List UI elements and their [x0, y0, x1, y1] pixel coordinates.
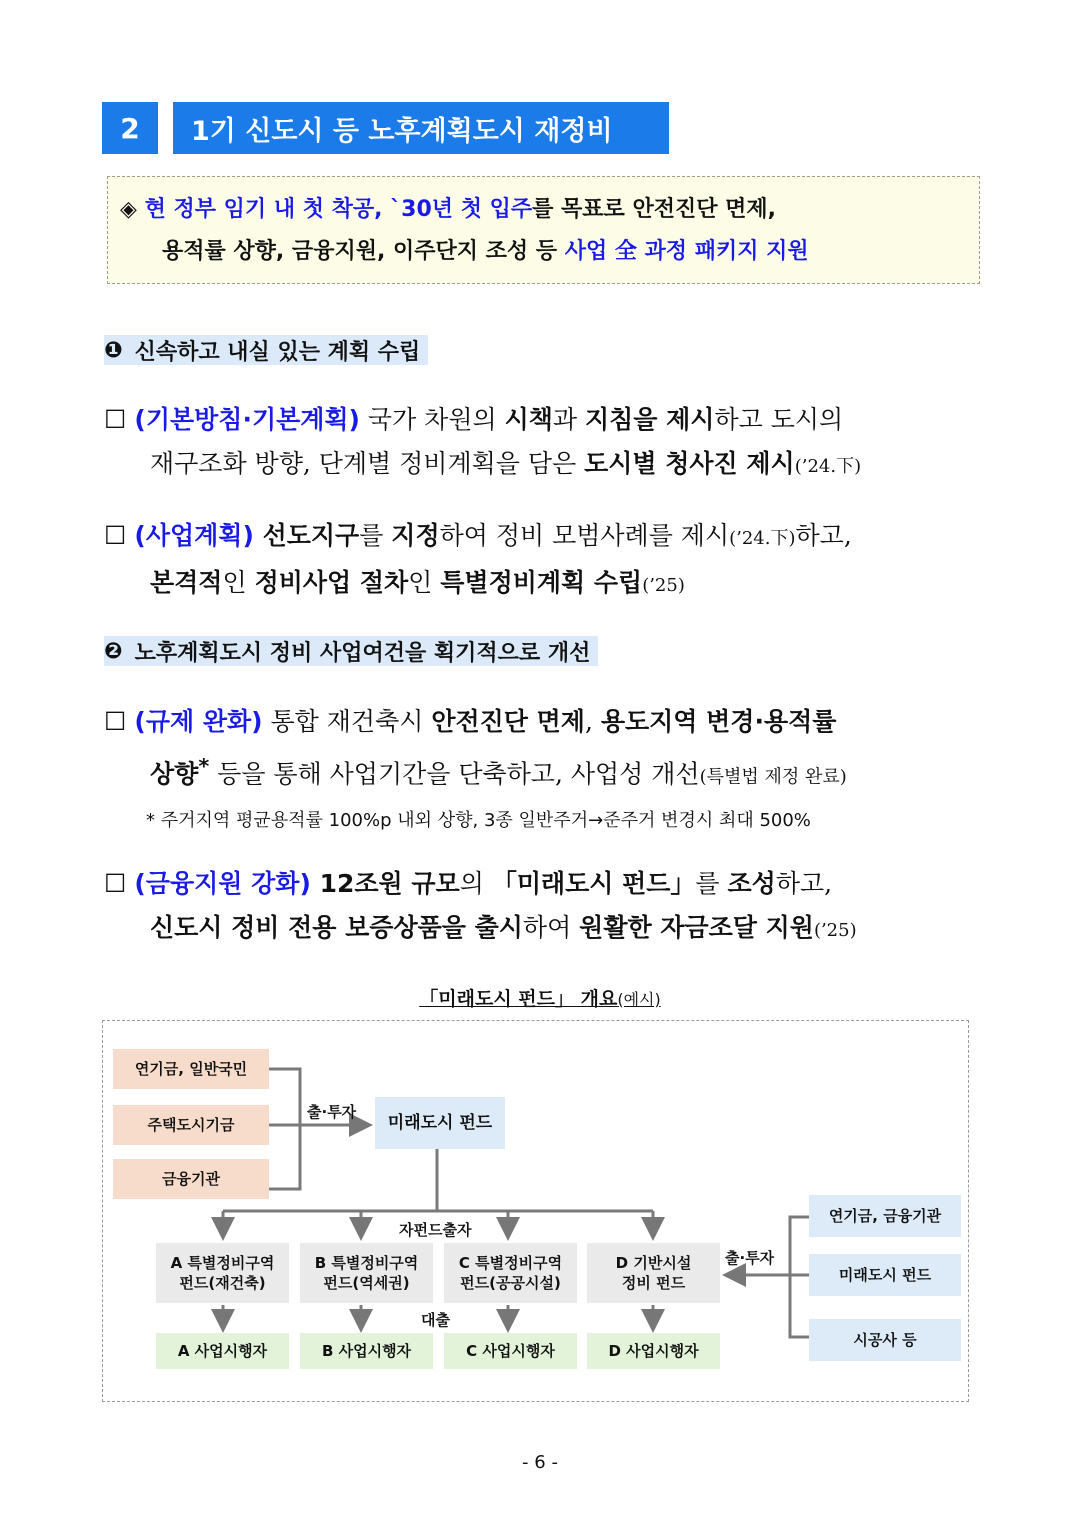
bullet-basic-plan [104, 398, 980, 489]
subfund-box [587, 1243, 720, 1303]
bullet-label: (금융지원 강화) [134, 869, 311, 898]
text: 국가 차원의 [359, 405, 505, 434]
bullet-deregulation [104, 700, 980, 799]
emphasis: 용도지역 변경·용적률 [600, 707, 837, 736]
subfund-box [300, 1243, 433, 1303]
subheading-2 [104, 636, 598, 666]
text: 를 [359, 521, 392, 550]
operator-box: A 사업시행자 [156, 1333, 289, 1369]
summary-line-1 [120, 189, 979, 231]
text: 인 [222, 568, 255, 597]
text: 의 [459, 869, 492, 898]
text: 통합 재건축시 [262, 707, 432, 736]
date-note: (’24.下) [729, 528, 796, 549]
emphasis: 본격적 [150, 568, 223, 597]
right-source-box: 시공사 등 [809, 1319, 961, 1361]
subfund-line: 정비 펀드 [621, 1274, 686, 1292]
section-title: 1기 신도시 등 노후계획도시 재정비 [173, 102, 669, 154]
emphasis: 「미래도시 펀드」 [491, 869, 696, 898]
subfund-line: C 특별정비구역 [458, 1254, 563, 1272]
section-number: 2 [102, 102, 158, 154]
source-box: 연기금, 일반국민 [113, 1049, 269, 1089]
subfund-box [444, 1243, 577, 1303]
bullet-financial-support [104, 862, 980, 953]
text: 하고, [775, 869, 833, 898]
emphasis: 원활한 자금조달 지원 [579, 913, 814, 942]
date-note: (’25) [813, 920, 857, 941]
checkbox-icon: ☐ [104, 405, 127, 434]
summary-highlight-1: 현 정부 임기 내 첫 착공, `30년 첫 입주 [144, 197, 533, 222]
bullet-label: (기본방침·기본계획) [134, 405, 360, 434]
subfund-line: B 특별정비구역 [314, 1254, 419, 1272]
summary-line-2 [120, 231, 979, 273]
emphasis: 상향 [150, 759, 199, 789]
subfund-line: D 기반시설 [615, 1254, 692, 1272]
bullet-project-plan [104, 514, 980, 608]
right-invest-label: 출·투자 [725, 1249, 775, 1267]
page-number: - 6 - [522, 1452, 558, 1473]
date-note: (’25) [642, 575, 685, 596]
diagram-title [0, 984, 1080, 1011]
checkbox-icon: ☐ [104, 707, 127, 736]
date-note: (특별법 제정 완료) [699, 766, 847, 788]
number-one-icon: ❶ [104, 337, 123, 363]
emphasis: 지정 [391, 521, 440, 550]
operator-box: C 사업시행자 [444, 1333, 577, 1369]
invest-label: 출·투자 [307, 1103, 357, 1121]
subfund-label: 자펀드출자 [399, 1221, 472, 1239]
loan-label: 대출 [421, 1311, 450, 1329]
emphasis: 선도지구 [253, 521, 360, 550]
emphasis: 12조원 규모 [310, 869, 460, 898]
emphasis: 조성 [727, 869, 776, 898]
subfund-line: A 특별정비구역 [170, 1254, 275, 1272]
summary-highlight-2: 사업 全 과정 패키지 지원 [564, 239, 809, 264]
operator-box: D 사업시행자 [587, 1333, 720, 1369]
right-source-box: 연기금, 금융기관 [809, 1195, 961, 1237]
summary-text-2: 용적률 상향, 금융지원, 이주단지 조성 등 [162, 239, 565, 264]
text: 인 [408, 568, 441, 597]
future-city-fund-box: 미래도시 펀드 [375, 1097, 505, 1149]
number-two-icon: ❷ [104, 638, 123, 664]
text: 등을 통해 사업기간을 단축하고, 사업성 개선 [209, 759, 700, 789]
text: 재구조화 방향, 단계별 정비계획을 담은 [150, 449, 585, 478]
subfund-line: 펀드(재건축) [179, 1274, 266, 1292]
text: , [584, 707, 601, 736]
subheading-1-title: 신속하고 내실 있는 계획 수립 [134, 339, 421, 365]
emphasis: 안전진단 면제 [431, 707, 585, 736]
text: 하여 [522, 913, 580, 942]
text: 과 [552, 405, 585, 434]
fund-diagram [102, 1020, 969, 1402]
text: 하여 정비 모범사례를 제시 [439, 521, 730, 550]
emphasis: 정비사업 절차 [254, 568, 409, 597]
source-box: 금융기관 [113, 1159, 269, 1199]
bullet-label: (사업계획) [134, 521, 254, 550]
emphasis: 특별정비계획 수립 [440, 568, 643, 597]
subfund-box [156, 1243, 289, 1303]
emphasis: 시책 [504, 405, 553, 434]
subheading-1 [104, 335, 428, 365]
summary-text-1: 를 목표로 안전진단 면제, [532, 197, 776, 222]
summary-box [107, 176, 980, 284]
text: 하고, [795, 521, 852, 550]
emphasis: 신도시 정비 전용 보증상품을 출시 [150, 913, 523, 942]
checkbox-icon: ☐ [104, 521, 127, 550]
text: 를 [695, 869, 728, 898]
bullet-label: (규제 완화) [134, 707, 263, 736]
right-source-box: 미래도시 펀드 [809, 1254, 961, 1296]
diagram-title-note: (예시) [617, 990, 661, 1009]
source-box: 주택도시기금 [113, 1105, 269, 1145]
subfund-line: 펀드(역세권) [323, 1274, 410, 1292]
emphasis: 지침을 제시 [585, 405, 715, 434]
checkbox-icon: ☐ [104, 869, 127, 898]
footnote: * 주거지역 평균용적률 100%p 내외 상향, 3종 일반주거→준주거 변경시 최대 500% [146, 810, 811, 831]
summary-bullet-icon: ◈ [120, 197, 137, 222]
subheading-2-title: 노후계획도시 정비 사업여건을 획기적으로 개선 [134, 640, 591, 666]
operator-box: B 사업시행자 [300, 1333, 433, 1369]
text: 하고 도시의 [714, 405, 844, 434]
emphasis: 도시별 청사진 제시 [584, 449, 795, 478]
diagram-title-text: 「미래도시 펀드」 개요 [419, 988, 618, 1010]
footnote-mark: * [198, 754, 210, 778]
subfund-line: 펀드(공공시설) [460, 1274, 561, 1292]
date-note: (’24.下) [794, 456, 862, 477]
